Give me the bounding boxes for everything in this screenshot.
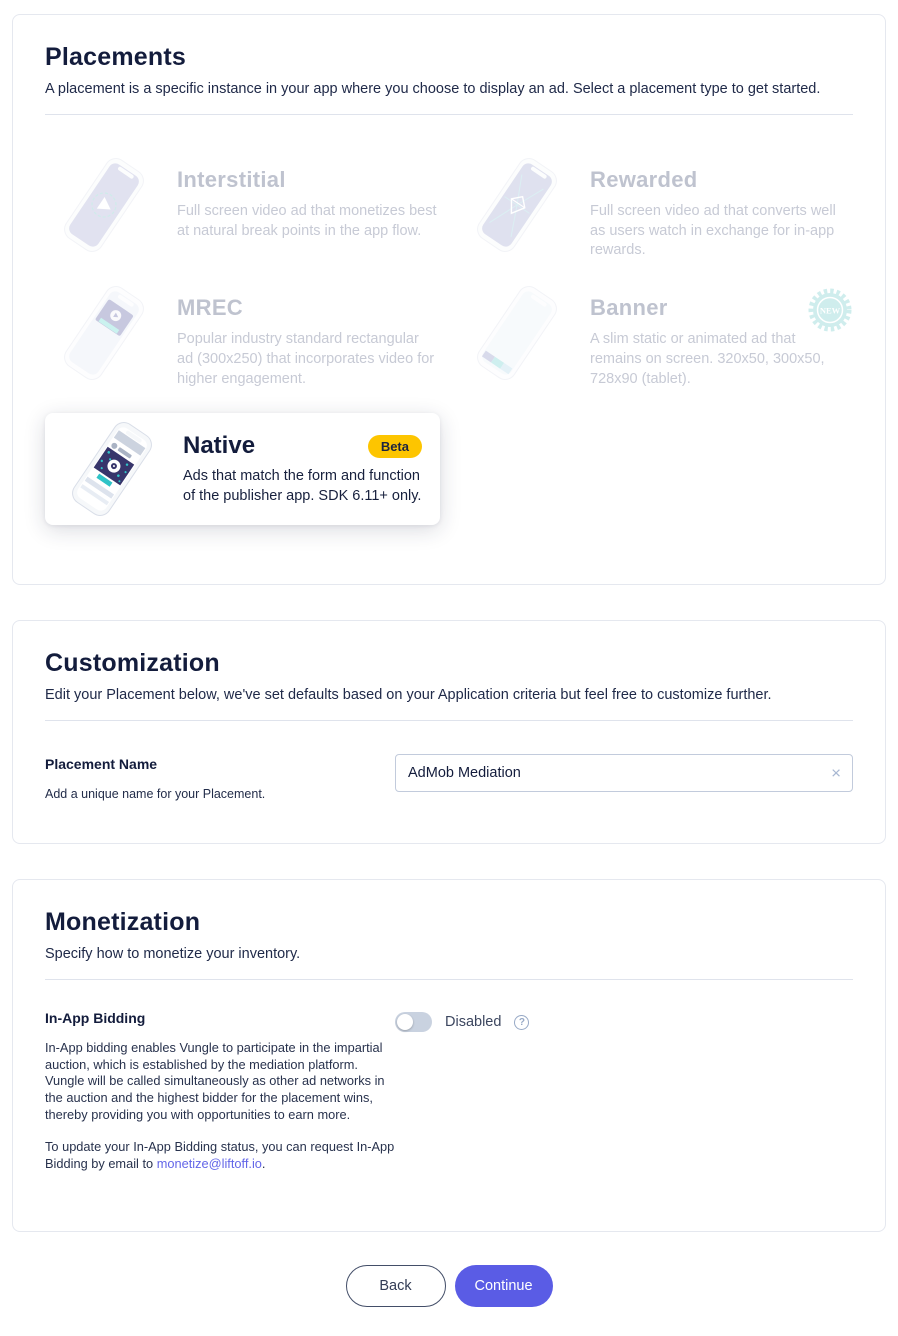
back-button[interactable]: Back <box>346 1265 446 1307</box>
option-description: Full screen video ad that monetizes best at natural break points in the app flow. <box>177 203 437 239</box>
placements-subtitle: A placement is a specific instance in your app where you choose to display an ad. Select a placement type to get started. <box>45 81 821 97</box>
placement-name-helper: Add a unique name for your Placement. <box>45 787 266 801</box>
option-title: Banner <box>590 295 668 321</box>
rewarded-phone-icon <box>458 157 576 253</box>
in-app-bidding-status: Disabled <box>445 1014 502 1030</box>
toggle-knob <box>397 1014 413 1030</box>
divider <box>45 979 853 980</box>
native-description: Ads that match the form and function of the publisher app. SDK 6.11+ only. <box>183 468 422 504</box>
placement-name-row <box>45 754 853 801</box>
beta-badge: Beta <box>368 435 422 458</box>
new-badge-icon <box>807 287 853 333</box>
help-icon[interactable]: ? <box>514 1015 529 1030</box>
option-description: Full screen video ad that converts well as users watch in exchange for in-app rewards. <box>590 203 836 259</box>
option-title: MREC <box>177 295 243 321</box>
monetize-email-link[interactable]: monetize@liftoff.io <box>156 1155 262 1171</box>
in-app-bidding-controls <box>395 1010 529 1032</box>
option-title: Interstitial <box>177 167 286 192</box>
monetization-card <box>12 879 886 1232</box>
divider <box>45 720 853 721</box>
placements-card <box>12 14 886 585</box>
placement-type-grid <box>45 157 853 525</box>
wizard-footer <box>0 1265 898 1307</box>
native-title: Native <box>183 432 256 460</box>
option-description: Popular industry standard rectangular ad (300x250) that incorporates video for higher engagement. <box>177 331 435 387</box>
customization-card <box>12 620 886 844</box>
monetization-subtitle: Specify how to monetize your inventory. <box>45 946 301 962</box>
placement-name-label: Placement Name <box>45 756 158 772</box>
customization-subtitle: Edit your Placement below, we've set defaults based on your Application criteria but feel free to customize further. <box>45 687 772 703</box>
placement-option-interstitial[interactable] <box>45 157 440 261</box>
in-app-bidding-label: In-App Bidding <box>45 1010 146 1026</box>
placement-name-input-wrap <box>395 754 853 792</box>
in-app-bidding-request-note <box>45 1139 395 1172</box>
mrec-phone-icon <box>45 285 163 381</box>
native-phone-icon <box>53 421 171 517</box>
continue-button[interactable]: Continue <box>455 1265 553 1307</box>
request-note-suffix: . <box>261 1155 266 1171</box>
divider <box>45 114 853 115</box>
clear-input-icon[interactable]: × <box>831 763 841 783</box>
new-badge-label: NEW <box>819 305 841 316</box>
option-description: A slim static or animated ad that remains on screen. 320x50, 300x50, 728x90 (tablet). <box>590 331 825 387</box>
in-app-bidding-toggle[interactable] <box>395 1012 432 1032</box>
option-title: Rewarded <box>590 167 698 192</box>
request-note-text: To update your In-App Bidding status, you can request In-App Bidding by email to <box>45 1139 395 1171</box>
interstitial-phone-icon <box>45 157 163 253</box>
placement-option-mrec[interactable] <box>45 285 440 389</box>
placement-name-input[interactable] <box>395 754 853 792</box>
placement-option-rewarded[interactable] <box>458 157 853 261</box>
placement-option-native-selected[interactable] <box>45 413 440 525</box>
placements-title: Placements <box>45 43 186 71</box>
in-app-bidding-description: In-App bidding enables Vungle to participate in the impartial auction, which is established by the mediation platform. Vungle will be called simultaneously as other ad networks in the auction and the highest bidder for the placement wins, thereby providing you with opportunities to earn more. <box>45 1040 385 1122</box>
customization-title: Customization <box>45 649 220 677</box>
banner-phone-icon <box>458 285 576 381</box>
in-app-bidding-row <box>45 1010 853 1172</box>
placement-option-banner[interactable] <box>458 285 853 389</box>
monetization-title: Monetization <box>45 908 201 936</box>
